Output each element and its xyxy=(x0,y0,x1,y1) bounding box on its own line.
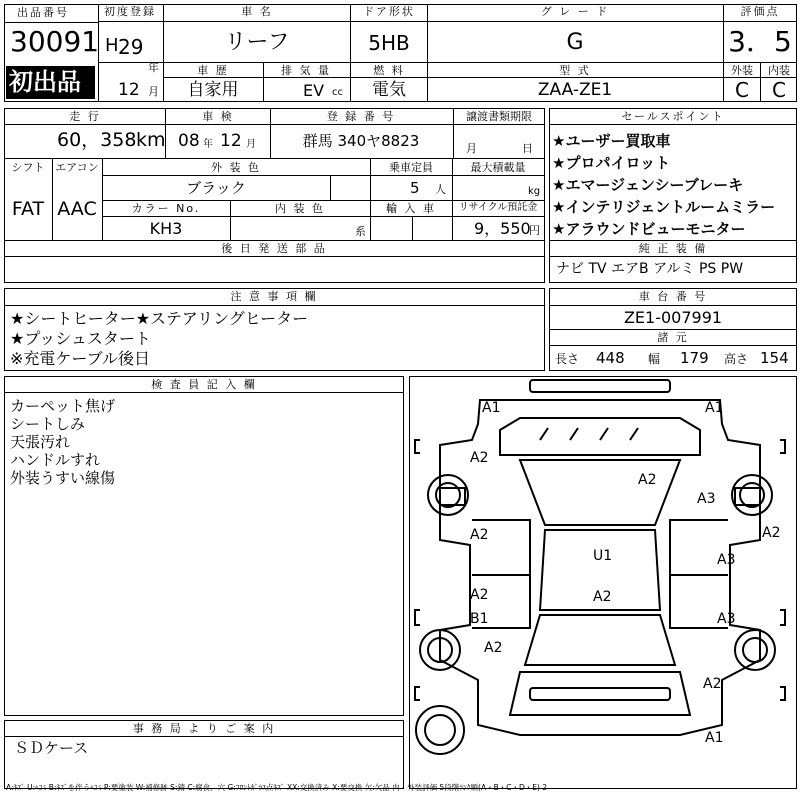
year-unit: 年 xyxy=(148,61,159,74)
color-no-value: KH3 xyxy=(149,219,183,238)
damage-mark: A2 xyxy=(470,527,489,543)
damage-mark: A3 xyxy=(717,611,736,627)
interior-label: 内装 xyxy=(768,64,790,77)
recycle-value: 9，550 xyxy=(474,219,531,238)
capacity-value: 5 xyxy=(410,179,420,197)
shift-label: シフト xyxy=(11,161,45,174)
grade-label: グ レ ー ド xyxy=(540,5,610,18)
fuel-value: 電気 xyxy=(372,80,406,100)
damage-mark: A1 xyxy=(482,400,501,416)
inspector-item: シートしみ xyxy=(10,415,86,433)
inspection-label: 車 検 xyxy=(202,110,234,123)
selling-point: ★アラウンドビューモニター xyxy=(552,220,746,238)
damage-mark: A3 xyxy=(717,552,736,568)
legend-text: A:ｷｽﾞ U:ﾍｺﾐ B:ｷｽﾞを伴うﾍｺﾐ P:要塗装 W:補修跡 S:錆 C:腐食、穴 G:ﾌﾛﾝﾄｶﾞﾗｽ点ｷｽﾞ XX:交換済み X:要交換 欠:欠品 内・外装評価 5段階ﾗﾝｸ順(A・B・C・D・E) 2 xyxy=(6,783,548,792)
damage-mark: A2 xyxy=(470,587,489,603)
later-parts-label: 後 日 発 送 部 品 xyxy=(221,242,327,255)
score-value: 3．5 xyxy=(728,25,792,58)
inspection-month: 12 xyxy=(220,131,242,151)
length-value: 448 xyxy=(596,349,625,367)
length-label: 長さ xyxy=(555,352,580,366)
damage-mark: B1 xyxy=(470,611,489,627)
width-label: 幅 xyxy=(648,352,661,366)
color-value: ブラック xyxy=(186,179,246,197)
color-no-label: カラー No. xyxy=(131,202,201,215)
notes-label: 注 意 事 項 欄 xyxy=(230,290,318,303)
equipment-label: 純 正 装 備 xyxy=(638,242,708,255)
lot-label: 出品番号 xyxy=(17,6,69,19)
damage-mark: A2 xyxy=(638,472,657,488)
note-item: ★シートヒーター★ステアリングヒーター xyxy=(10,309,309,328)
mileage-value: 60，358 xyxy=(57,129,137,151)
score-label: 評価点 xyxy=(740,5,780,18)
selling-points-label: セールスポイント xyxy=(621,110,725,123)
color-label: 外 装 色 xyxy=(211,161,261,174)
inspector-item: 天張汚れ xyxy=(10,433,71,451)
recycle-label: リサイクル預託金 xyxy=(458,202,538,213)
damage-mark: A2 xyxy=(470,450,489,466)
grade-value: G xyxy=(566,30,584,55)
load-label: 最大積載量 xyxy=(470,161,526,174)
damage-mark: U1 xyxy=(593,548,613,564)
note-item: ※充電ケーブル後日 xyxy=(10,349,150,368)
shift-value: FAT xyxy=(11,198,45,220)
lot-number: 30091 xyxy=(10,25,100,58)
recycle-unit: 円 xyxy=(529,224,540,237)
note-item: ★プッシュスタート xyxy=(10,329,151,348)
damage-mark: A2 xyxy=(703,676,722,692)
car-name: リーフ xyxy=(224,30,290,55)
first-reg-label: 初度登録 xyxy=(104,5,156,18)
history-label: 車 歴 xyxy=(197,64,229,77)
damage-mark: A1 xyxy=(705,730,724,746)
car-name-label: 車 名 xyxy=(241,5,273,18)
chassis-number: ZE1-007991 xyxy=(623,308,723,327)
damage-mark: A1 xyxy=(705,400,724,416)
mileage-label: 走 行 xyxy=(69,110,101,123)
ac-label: エアコン xyxy=(55,161,99,174)
width-value: 179 xyxy=(680,349,709,367)
interior-grade: C xyxy=(772,78,786,102)
selling-point: ★インテリジェントルームミラー xyxy=(552,198,776,216)
transfer-day-unit: 日 xyxy=(522,142,533,155)
selling-point: ★エマージェンシーブレーキ xyxy=(552,176,744,194)
inspector-item: ハンドルすれ xyxy=(10,451,101,469)
plate-value: 群馬 340ヤ8823 xyxy=(302,132,420,150)
reg-year: 29 xyxy=(118,35,144,59)
office-label: 事 務 局 よ り ご 案 内 xyxy=(132,722,276,735)
interior-color-label: 内 装 色 xyxy=(275,202,325,215)
month-unit: 月 xyxy=(148,85,159,98)
inspection-year: 08 xyxy=(178,131,200,151)
reg-month: 12 xyxy=(118,80,140,100)
selling-point: ★ユーザー買取車 xyxy=(552,132,671,150)
inspector-item: 外装うすい線傷 xyxy=(10,469,116,487)
displacement-label: 排 気 量 xyxy=(281,64,331,77)
height-label: 高さ xyxy=(724,352,749,366)
import-label: 輸 入 車 xyxy=(386,202,436,215)
exterior-label: 外装 xyxy=(731,64,753,77)
chassis-label: 車 台 番 号 xyxy=(638,290,708,303)
inspector-item: カーペット焦げ xyxy=(10,397,116,415)
capacity-label: 乗車定員 xyxy=(389,161,433,174)
inspection-month-unit: 月 xyxy=(246,139,256,150)
inspector-label: 検 査 員 記 入 欄 xyxy=(151,378,257,391)
damage-mark: A3 xyxy=(697,491,716,507)
model-label: 型 式 xyxy=(559,64,591,77)
load-unit: kg xyxy=(528,186,541,197)
mileage-unit: km xyxy=(136,129,166,151)
displacement-value: EV xyxy=(303,81,325,100)
damage-mark: A2 xyxy=(762,525,781,541)
interior-color-unit: 系 xyxy=(355,225,366,238)
inspection-year-unit: 年 xyxy=(203,139,213,150)
office-value: ＳＤケース xyxy=(14,739,89,757)
damage-mark: A2 xyxy=(484,640,503,656)
dims-label: 諸 元 xyxy=(657,331,689,344)
transfer-label: 譲渡書類期限 xyxy=(466,110,532,123)
ac-value: AAC xyxy=(57,198,97,220)
capacity-unit: 人 xyxy=(435,183,446,196)
model-value: ZAA-ZE1 xyxy=(537,80,613,100)
transfer-month-unit: 月 xyxy=(466,142,477,155)
era: H xyxy=(105,35,119,56)
displacement-unit: cc xyxy=(332,87,343,98)
history-value: 自家用 xyxy=(187,80,239,100)
plate-label: 登 録 番 号 xyxy=(326,110,396,123)
equipment-value: ナビ TV エアB アルミ PS PW xyxy=(556,261,744,277)
first-listing-text: 初出品 xyxy=(9,68,81,96)
height-value: 154 xyxy=(760,349,789,367)
exterior-grade: C xyxy=(735,78,749,102)
damage-mark: A2 xyxy=(593,589,612,605)
selling-point: ★プロパイロット xyxy=(552,154,671,172)
door-label: ドア形状 xyxy=(363,5,415,18)
fuel-label: 燃 料 xyxy=(373,64,405,77)
door-value: 5HB xyxy=(368,31,410,55)
